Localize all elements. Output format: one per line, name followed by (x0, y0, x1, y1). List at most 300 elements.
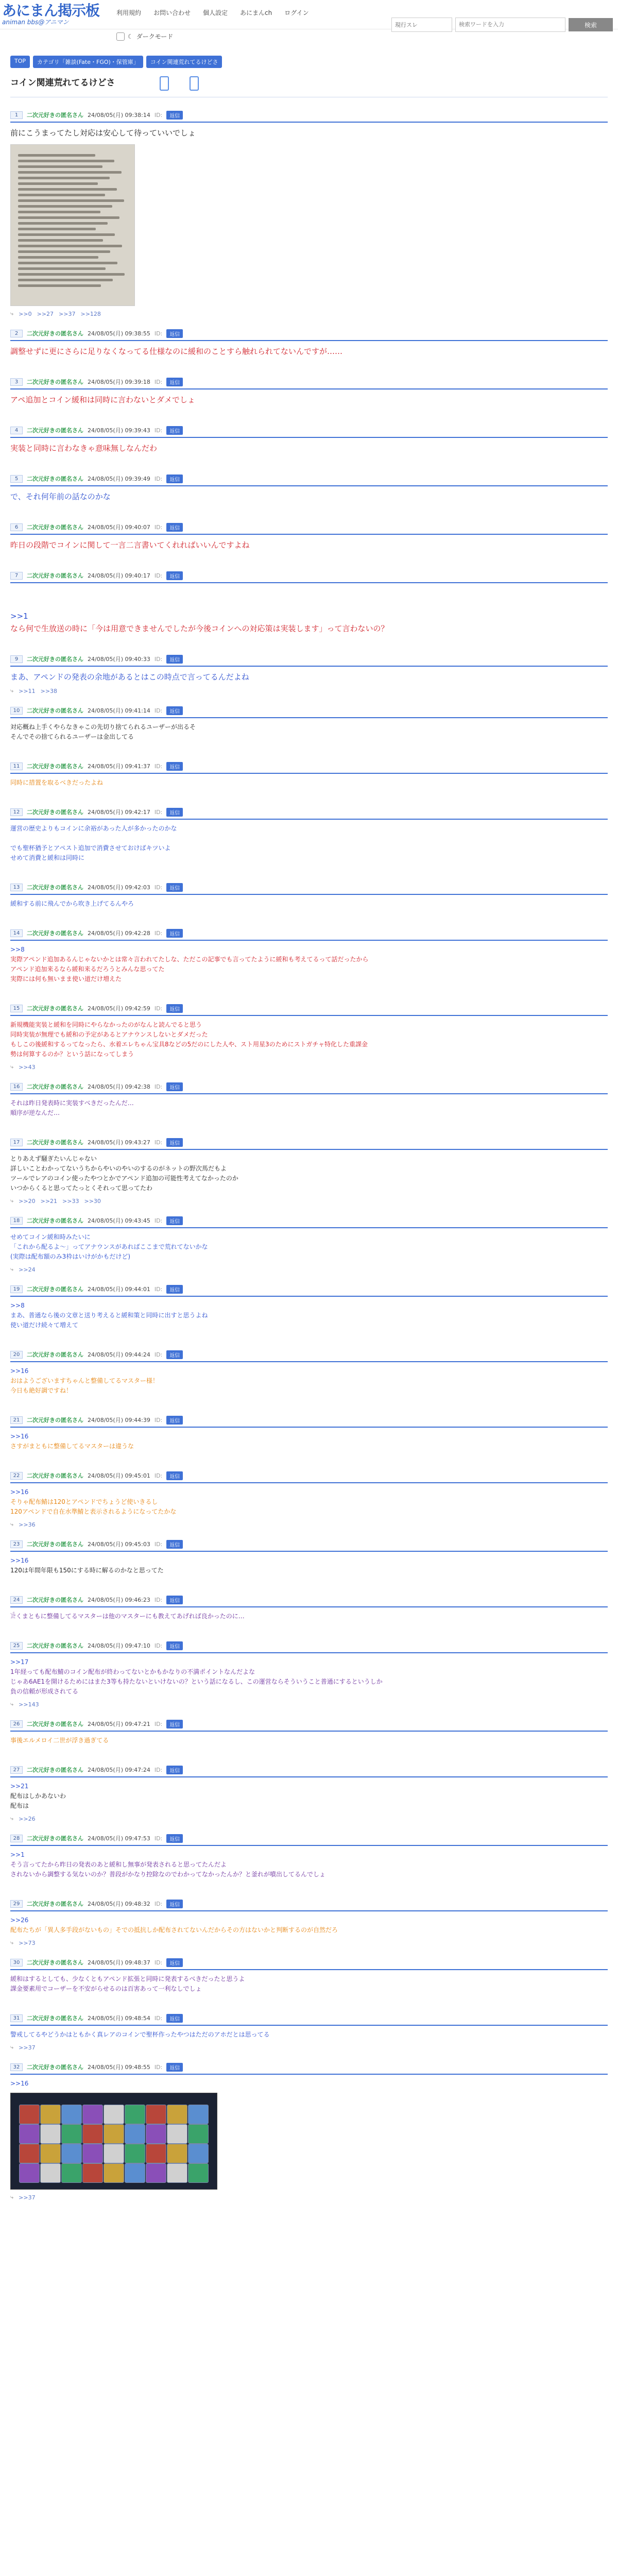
post-number[interactable]: 18 (10, 1217, 23, 1225)
post-body (10, 486, 608, 503)
reply-anchor-link[interactable]: >>16 (10, 1433, 29, 1440)
post-text-line: 調整せずに更にさらに足りなくなってる仕様なのに緩和のことすら触れられてないんですが…… (10, 347, 343, 356)
post-body (10, 1016, 608, 1059)
search-scope-select[interactable]: 現行スレ (391, 18, 452, 32)
poster-name: 二次元好きの匿名さん (27, 427, 83, 434)
reply-anchor-link[interactable]: >>26 (10, 1917, 29, 1924)
reply-button[interactable]: 返信 (166, 1285, 183, 1294)
search-input[interactable] (455, 18, 565, 32)
post-date: 24/08/05(月) 09:42:28 (88, 930, 150, 937)
post-text-line: そう言ってたから昨日の発表のあと緩和し無事が発表されると思ってたんだよ (10, 1861, 227, 1868)
servant-thumbnail (61, 2163, 82, 2183)
post-header (10, 1283, 608, 1295)
reply-button[interactable]: 返信 (166, 1416, 183, 1425)
post-number[interactable]: 23 (10, 1540, 23, 1548)
servant-thumbnail (125, 2144, 145, 2163)
back-references (10, 1262, 608, 1273)
post-number[interactable]: 27 (10, 1766, 23, 1774)
post-date: 24/08/05(月) 09:42:17 (88, 809, 150, 816)
post-text-line: まあ、アペンドの発表の余地があるとはこの時点で言ってるんだよね (10, 672, 249, 682)
post-body (10, 1653, 608, 1697)
post-date: 24/08/05(月) 09:46:23 (88, 1597, 150, 1603)
post-text-line: それは昨日発表時に実装すべきだったんだ… (10, 1099, 134, 1107)
post-text-line: 新規機能実装と緩和を同時にやらなかったのがなんと読んでると思う (10, 1021, 202, 1028)
reply-button[interactable]: 返信 (166, 2014, 183, 2023)
servant-thumbnail (61, 2144, 82, 2163)
bookmark-icon[interactable] (160, 76, 169, 91)
post-text-line: 順序が逆なんだ… (10, 1109, 60, 1116)
post-body (10, 1150, 608, 1193)
post-item (10, 705, 608, 742)
post-text-line: 昨日の段階でコインに関して一言二言書いてくれればいいんですよね (10, 540, 250, 550)
servant-thumbnail (188, 2163, 209, 2183)
post-body (10, 1483, 608, 1517)
reply-button[interactable]: 返信 (166, 1350, 183, 1359)
post-text-line: 前にこうまってたし対応は安心して待っていいでしょ (10, 128, 196, 138)
post-number[interactable]: 26 (10, 1720, 23, 1728)
poster-name: 二次元好きの匿名さん (27, 1959, 83, 1966)
post-body (10, 606, 608, 635)
post-body (10, 718, 608, 742)
attached-document-image[interactable] (10, 144, 135, 306)
post-id: ID: (154, 884, 163, 891)
back-reference-link[interactable]: >>24 (19, 1266, 36, 1273)
back-references (10, 1059, 608, 1071)
breadcrumb-top[interactable]: TOP (10, 56, 30, 68)
post-number[interactable]: 20 (10, 1351, 23, 1359)
servant-thumbnail (82, 2124, 103, 2144)
post-number[interactable]: 21 (10, 1416, 23, 1424)
post-body (10, 1228, 608, 1262)
reply-button[interactable]: 返信 (166, 1138, 183, 1147)
post-date: 24/08/05(月) 09:39:49 (88, 476, 150, 482)
back-reference-link[interactable]: >>11 (19, 687, 36, 694)
reply-button[interactable]: 返信 (166, 1216, 183, 1225)
post-header (10, 328, 608, 339)
document-text-line (18, 239, 103, 242)
servant-thumbnail (188, 2124, 209, 2144)
back-reference-link[interactable]: >>37 (59, 310, 76, 317)
site-logo[interactable] (2, 3, 99, 26)
servant-thumbnail (61, 2124, 82, 2144)
servant-thumbnail (188, 2144, 209, 2163)
post-body (10, 1362, 608, 1396)
document-text-line (18, 245, 122, 247)
poster-name: 二次元好きの匿名さん (27, 809, 83, 816)
post-body (10, 1777, 608, 1811)
reply-button[interactable]: 返信 (166, 883, 183, 892)
post-item (10, 1349, 608, 1396)
document-text-line (18, 284, 101, 287)
poster-name: 二次元好きの匿名さん (27, 1139, 83, 1146)
post-text-line: (実際は配布額のみ3枠はいけがかもだけど) (10, 1253, 130, 1260)
reply-button[interactable]: 返信 (166, 1641, 183, 1650)
post-number[interactable]: 16 (10, 1083, 23, 1091)
reply-button[interactable]: 返信 (166, 1596, 183, 1604)
nav-terms[interactable]: 利用規約 (116, 9, 142, 16)
post-text-line: アペ追加とコイン緩和は同時に言わないとダメでしょ (10, 395, 195, 404)
post-number[interactable]: 15 (10, 1005, 23, 1012)
post-item (10, 882, 608, 909)
post-number[interactable]: 17 (10, 1139, 23, 1146)
post-id: ID: (154, 523, 163, 531)
post-header (10, 1957, 608, 1968)
post-header (10, 376, 608, 387)
post-header (10, 1898, 608, 1909)
reply-anchor-link[interactable]: >>16 (10, 2080, 29, 2087)
back-reference-link[interactable]: >>27 (37, 310, 54, 317)
post-number[interactable]: 12 (10, 808, 23, 816)
reply-button[interactable]: 返信 (166, 808, 183, 817)
post-item (10, 1003, 608, 1071)
back-reference-link[interactable]: >>38 (40, 687, 58, 694)
post-number[interactable]: 28 (10, 1835, 23, 1842)
post-item (10, 1538, 608, 1575)
post-body (10, 438, 608, 454)
poster-name: 二次元好きの匿名さん (27, 112, 83, 118)
post-number[interactable]: 10 (10, 707, 23, 715)
back-reference-link[interactable]: >>37 (19, 2044, 36, 2051)
post-number[interactable]: 4 (10, 427, 23, 434)
post-text-line: 負の信頼が形成されてる (10, 1688, 79, 1695)
post-id: ID: (154, 655, 163, 663)
post-header (10, 1003, 608, 1014)
post-id: ID: (154, 378, 163, 385)
post-header (10, 1594, 608, 1605)
post-header (10, 2012, 608, 2024)
document-text-line (18, 211, 100, 213)
post-text-line: 課金要素用でコーザーを不安がらせるのは百害あって一利なしでしょ (10, 1985, 202, 1992)
poster-name: 二次元好きの匿名さん (27, 1721, 83, 1727)
reply-button[interactable]: 返信 (166, 474, 183, 483)
search-button[interactable]: 検索 (569, 18, 613, 31)
reply-button[interactable]: 返信 (166, 523, 183, 532)
post-id: ID: (154, 1900, 163, 1907)
reply-button[interactable]: 返信 (166, 1082, 183, 1091)
reply-anchor-link[interactable]: >>1 (10, 1851, 25, 1858)
reply-button[interactable]: 返信 (166, 1540, 183, 1549)
post-header (10, 2061, 608, 2073)
post-item (10, 376, 608, 406)
poster-name: 二次元好きの匿名さん (27, 884, 83, 891)
document-text-line (18, 160, 114, 162)
servant-thumbnail (104, 2124, 124, 2144)
breadcrumb (10, 56, 222, 68)
post-text-line: されないから調整する気ないのか？普段がかなり控除なのでわかってなかったんか？と釜れが噴出してるんでしょ (10, 1871, 326, 1878)
reply-button[interactable]: 返信 (166, 1900, 183, 1908)
post-header (10, 1349, 608, 1360)
poster-name: 二次元好きの匿名さん (27, 476, 83, 482)
back-reference-link[interactable]: >>30 (84, 1197, 101, 1205)
reply-button[interactable]: 返信 (166, 111, 183, 120)
back-reference-link[interactable]: >>37 (19, 2194, 36, 2201)
reply-button[interactable]: 返信 (166, 571, 183, 580)
post-number[interactable]: 5 (10, 475, 23, 483)
reply-button[interactable]: 返信 (166, 1834, 183, 1843)
breadcrumb-category[interactable]: カテゴリ「雑談(Fate・FGO)・保管庫」 (33, 56, 143, 68)
back-reference-link[interactable]: >>21 (40, 1197, 58, 1205)
reply-button[interactable]: 返信 (166, 2063, 183, 2072)
poster-name: 二次元好きの匿名さん (27, 1642, 83, 1649)
post-text-line: 詳しいことわかってないうちからやいのやいのするのがネットの野次馬だもよ (10, 1165, 227, 1172)
post-text-line: 1年経っても配布鯖のコイン配布が終わってないとかもかなりの不満ポイントなんだよな (10, 1668, 255, 1675)
servant-thumbnail (167, 2105, 187, 2124)
post-body (10, 1607, 608, 1621)
nav-settings[interactable]: 個人設定 (203, 9, 228, 16)
reply-button[interactable]: 返信 (166, 1766, 183, 1774)
back-reference-link[interactable]: >>128 (80, 310, 101, 317)
post-text-line: 𓀀くまともに整備してるマスターは他のマスターにも教えてあげれば良かったのに… (10, 1613, 245, 1620)
reply-count-icon: ⤷ (10, 1815, 14, 1822)
document-text-line (18, 205, 112, 208)
post-header (10, 1640, 608, 1651)
post-date: 24/08/05(月) 09:44:39 (88, 1417, 150, 1423)
poster-name: 二次元好きの匿名さん (27, 1541, 83, 1548)
reply-button[interactable]: 返信 (166, 378, 183, 386)
post-date: 24/08/05(月) 09:39:18 (88, 379, 150, 385)
back-references (10, 1811, 608, 1822)
post-body (10, 1297, 608, 1330)
nav-login[interactable]: ログイン (284, 9, 309, 16)
post-id: ID: (154, 1720, 163, 1727)
post-id: ID: (154, 1835, 163, 1842)
title-actions (160, 76, 199, 91)
post-id: ID: (154, 2014, 163, 2022)
post-id: ID: (154, 1766, 163, 1773)
post-number[interactable]: 30 (10, 1959, 23, 1967)
darkmode-label: ダークモード (136, 33, 174, 40)
post-body (10, 123, 608, 139)
post-number[interactable]: 14 (10, 929, 23, 937)
post-text-line (10, 834, 608, 843)
reply-count-icon: ⤷ (10, 1521, 14, 1528)
reply-button[interactable]: 返信 (166, 1958, 183, 1967)
post-id: ID: (154, 707, 163, 714)
poster-name: 二次元好きの匿名さん (27, 1005, 83, 1012)
back-references (10, 683, 608, 694)
post-number[interactable]: 29 (10, 1900, 23, 1908)
post-text-line: 配布はしかあないわ (10, 1792, 66, 1800)
post-text-line: 120は年間年限も150にする時に解るのかなと思ってた (10, 1567, 164, 1574)
post-date: 24/08/05(月) 09:45:03 (88, 1541, 150, 1548)
back-reference-link[interactable]: >>36 (19, 1521, 36, 1528)
post-header (10, 653, 608, 665)
post-id: ID: (154, 1472, 163, 1479)
logo-text[interactable]: あにまん掲示板 (2, 2, 100, 19)
post-date: 24/08/05(月) 09:44:01 (88, 1286, 150, 1293)
post-date: 24/08/05(月) 09:43:27 (88, 1139, 150, 1146)
back-reference-link[interactable]: >>33 (62, 1197, 79, 1205)
post-text-line: じゃあ6AE1を開けるためにはまた3等も持たないといけないの？という話になるし、この運営ならそういうこと普通にするというしか (10, 1678, 383, 1685)
post-number[interactable]: 25 (10, 1642, 23, 1650)
servant-thumbnail (104, 2163, 124, 2183)
post-header (10, 570, 608, 581)
moon-icon: ☾ (128, 32, 133, 40)
reply-button[interactable]: 返信 (166, 762, 183, 771)
servant-thumbnail (146, 2163, 166, 2183)
document-text-line (18, 279, 113, 281)
post-number[interactable]: 1 (10, 111, 23, 119)
reply-anchor-link[interactable]: >>17 (10, 1658, 29, 1666)
poster-name: 二次元好きの匿名さん (27, 572, 83, 579)
post-item (10, 2061, 608, 2201)
document-text-line (18, 228, 96, 230)
post-header (10, 1718, 608, 1730)
reply-anchor-link[interactable]: >>16 (10, 1488, 29, 1496)
back-reference-link[interactable]: >>0 (19, 310, 32, 317)
back-reference-link[interactable]: >>26 (19, 1815, 36, 1822)
reply-count-icon: ⤷ (10, 2194, 14, 2200)
post-header (10, 806, 608, 818)
post-text-line: 運営の歴史よりもコインに余裕があった人が多かったのかな (10, 825, 177, 832)
post-item (10, 1414, 608, 1451)
post-text-line: 対応概ね上手くやらなきゃこの先切り捨てられるユーザーが出るそ (10, 723, 196, 731)
post-number[interactable]: 32 (10, 2063, 23, 2071)
post-text-line: 実際アペンド追加あるんじゃないかとは常々言われてたしな、ただこの記事でも言ってたように緩和も考えてるって話だったから (10, 956, 369, 963)
post-number[interactable]: 24 (10, 1596, 23, 1604)
servant-thumbnail (40, 2124, 61, 2144)
back-reference-link[interactable]: >>20 (19, 1197, 36, 1205)
post-date: 24/08/05(月) 09:48:32 (88, 1901, 150, 1907)
post-text-line: とりあえず騒ぎたいんじゃない (10, 1155, 97, 1162)
post-item (10, 1137, 608, 1205)
post-text-line: そりゃ配布鯖は120とアペンドでちょうど使いきるし (10, 1498, 158, 1505)
post-header (10, 425, 608, 436)
post-number[interactable]: 6 (10, 523, 23, 531)
post-id: ID: (154, 427, 163, 434)
reply-button[interactable]: 返信 (166, 706, 183, 715)
reply-anchor-link[interactable]: >>21 (10, 1783, 29, 1790)
logo-subtext: animan bbs@アニマン (2, 19, 69, 26)
post-item (10, 473, 608, 503)
post-item (10, 570, 608, 587)
poster-name: 二次元好きの匿名さん (27, 1901, 83, 1907)
post-text-line: 配布たちが「異人多手段がないもの」そでの抵抗しか配布されてないんだからその方はないかと判断するのが自然だろ (10, 1926, 338, 1934)
post-number[interactable]: 19 (10, 1285, 23, 1293)
post-date: 24/08/05(月) 09:48:54 (88, 2015, 150, 2022)
reply-button[interactable]: 返信 (166, 1720, 183, 1728)
nav-animanch[interactable]: あにまんch (240, 9, 272, 16)
post-date: 24/08/05(月) 09:38:14 (88, 112, 150, 118)
post-body (10, 2075, 608, 2089)
breadcrumb-thread[interactable]: コイン関連荒れてるけどさ (146, 56, 222, 68)
post-number[interactable]: 9 (10, 655, 23, 663)
servant-thumbnail (146, 2105, 166, 2124)
document-text-line (18, 154, 95, 157)
poster-name: 二次元好きの匿名さん (27, 1217, 83, 1224)
post-text-line: 配布は (10, 1802, 29, 1809)
reply-count-icon: ⤷ (10, 1266, 14, 1273)
post-item (10, 1898, 608, 1946)
reply-button[interactable]: 返信 (166, 1471, 183, 1480)
reply-button[interactable]: 返信 (166, 1004, 183, 1013)
post-number[interactable]: 22 (10, 1472, 23, 1480)
reply-button[interactable]: 返信 (166, 329, 183, 338)
post-body (10, 895, 608, 909)
document-text-line (18, 177, 110, 179)
reply-anchor-link[interactable]: >>1 (10, 612, 28, 621)
thread-title: コイン関連荒れてるけどさ (10, 78, 115, 88)
back-references (10, 1935, 608, 1946)
back-reference-link[interactable]: >>143 (19, 1701, 39, 1708)
document-text-line (18, 267, 106, 270)
back-references (10, 1193, 608, 1205)
top-nav (116, 8, 309, 17)
darkmode-checkbox[interactable] (116, 32, 125, 41)
poster-name: 二次元好きの匿名さん (27, 707, 83, 714)
post-item (10, 521, 608, 551)
post-number[interactable]: 13 (10, 884, 23, 891)
post-body (10, 774, 608, 788)
poster-name: 二次元好きの匿名さん (27, 1286, 83, 1293)
post-date: 24/08/05(月) 09:47:10 (88, 1642, 150, 1649)
reply-anchor-link[interactable]: >>16 (10, 1557, 29, 1564)
post-header (10, 705, 608, 716)
post-number[interactable]: 11 (10, 762, 23, 770)
post-body (10, 1094, 608, 1118)
post-body (10, 1970, 608, 1994)
post-header (10, 1764, 608, 1775)
back-references (10, 2040, 608, 2051)
post-number[interactable]: 31 (10, 2014, 23, 2022)
servant-thumbnail (167, 2163, 187, 2183)
post-text-line: 「これから配るよ〜」ってアナウンスがあればここまで荒れてないかな (10, 1243, 208, 1250)
back-references (10, 2190, 608, 2201)
nav-contact[interactable]: お問い合わせ (153, 9, 191, 16)
post-item (10, 1833, 608, 1879)
reply-button[interactable]: 返信 (166, 426, 183, 435)
post-id: ID: (154, 1083, 163, 1090)
post-header (10, 1414, 608, 1426)
back-reference-link[interactable]: >>43 (19, 1063, 36, 1071)
back-reference-link[interactable]: >>73 (19, 1939, 36, 1946)
reply-button[interactable]: 返信 (166, 929, 183, 938)
post-id: ID: (154, 1217, 163, 1224)
document-text-line (18, 233, 115, 236)
post-header (10, 882, 608, 893)
servant-thumbnail (19, 2163, 40, 2183)
post-number[interactable]: 2 (10, 330, 23, 337)
post-date: 24/08/05(月) 09:45:01 (88, 1472, 150, 1479)
poster-name: 二次元好きの匿名さん (27, 930, 83, 937)
servant-thumbnail (125, 2105, 145, 2124)
post-text-line: 緩和する前に飛んでから吹き上げてるんやろ (10, 900, 134, 907)
post-id: ID: (154, 1642, 163, 1649)
reply-anchor-link[interactable]: >>8 (10, 946, 25, 953)
reply-button[interactable]: 返信 (166, 655, 183, 664)
document-text-line (18, 199, 124, 202)
post-date: 24/08/05(月) 09:40:33 (88, 656, 150, 663)
poster-name: 二次元好きの匿名さん (27, 379, 83, 385)
attached-game-screenshot[interactable] (10, 2093, 217, 2190)
post-id: ID: (154, 1351, 163, 1358)
reply-count-icon: ⤷ (10, 687, 14, 694)
document-text-line (18, 250, 110, 253)
post-date: 24/08/05(月) 09:41:14 (88, 707, 150, 714)
post-header (10, 927, 608, 939)
post-text-line: 同時実装が無理でも緩和の予定があるとアナウンスしないとダメだった (10, 1031, 208, 1038)
post-number[interactable]: 3 (10, 378, 23, 386)
post-item (10, 2012, 608, 2051)
post-text-line: 使い道だけ続々て増えて (10, 1321, 79, 1329)
share-icon[interactable] (190, 76, 199, 91)
post-number[interactable]: 7 (10, 572, 23, 580)
post-date: 24/08/05(月) 09:47:24 (88, 1767, 150, 1773)
reply-anchor-link[interactable]: >>8 (10, 1302, 25, 1309)
document-text-line (18, 194, 105, 196)
post-text-line: そんでその捨てられるユーザーは金出してる (10, 733, 134, 740)
reply-anchor-link[interactable]: >>16 (10, 1367, 29, 1375)
